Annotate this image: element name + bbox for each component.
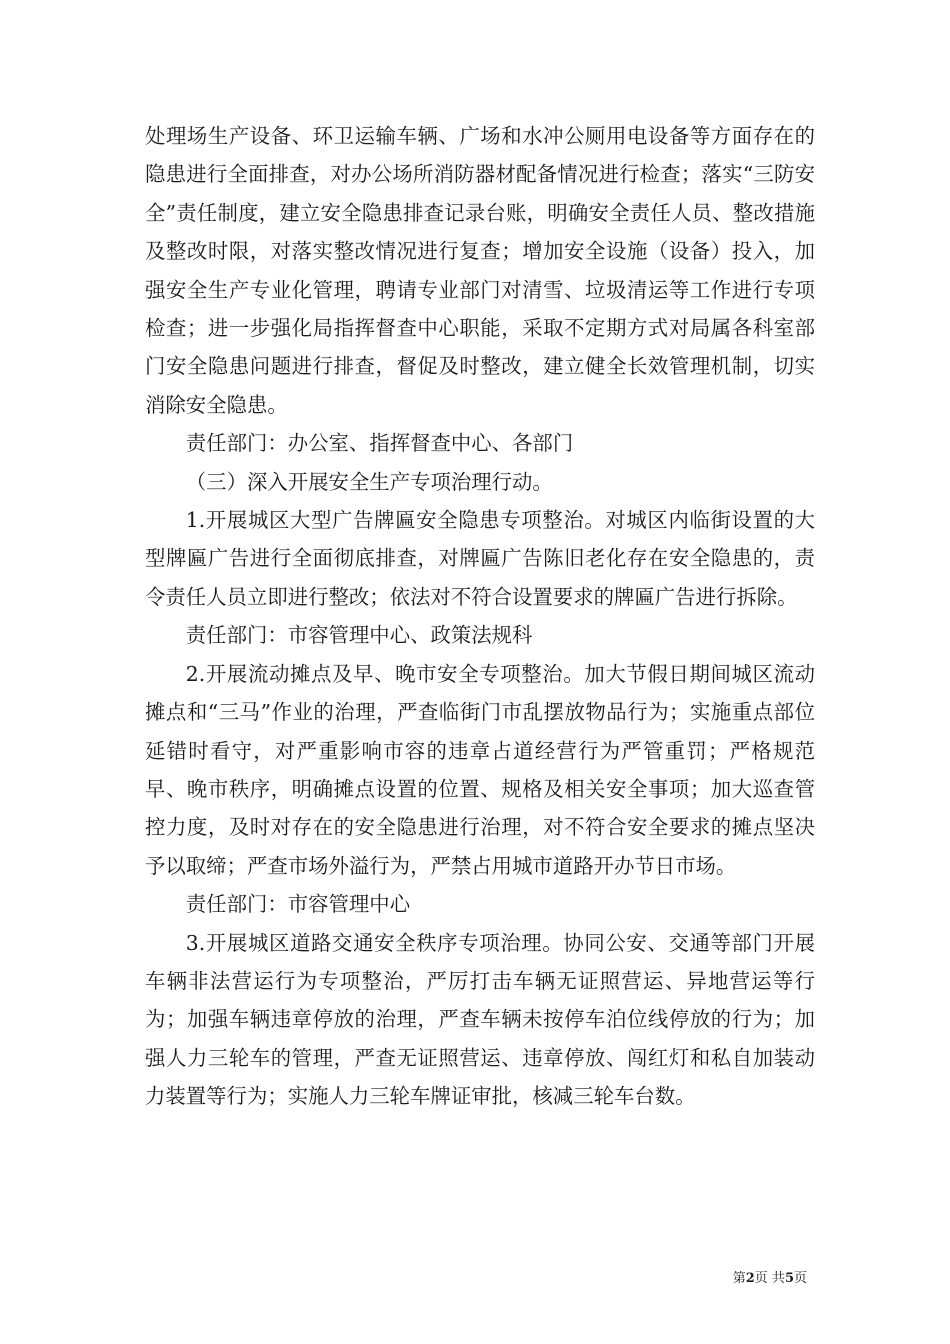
paragraph-item-3: 3.开展城区道路交通安全秩序专项治理。协同公安、交通等部门开展车辆非法营运行为专项整治，严厉打击车辆无证照营运、异地营运等行为；加强车辆违章停放的治理，严查车辆未按停车泊位线停放的行为；加强人力三轮车的管理，严查无证照营运、违章停放、闯红灯和私自加装动力装置等行为；实施人力三轮车牌证审批，核减三轮车台数。 xyxy=(145,930,815,1109)
footer-middle: 页 共 xyxy=(754,1271,785,1286)
paragraph-responsible-dept-1: 责任部门：办公室、指挥督查中心、各部门 xyxy=(185,431,574,456)
section-heading-3: （三）深入开展安全生产专项治理行动。 xyxy=(185,469,553,494)
footer-suffix: 页 xyxy=(793,1271,807,1286)
paragraph-responsible-dept-2: 责任部门：市容管理中心、政策法规科 xyxy=(185,623,533,648)
page-number-footer xyxy=(733,1270,807,1288)
document-body xyxy=(145,117,815,1116)
footer-current-page: 2 xyxy=(745,1271,755,1286)
paragraph-item-1: 1.开展城区大型广告牌匾安全隐患专项整治。对城区内临街设置的大型牌匾广告进行全面彻底排查，对牌匾广告陈旧老化存在安全隐患的，责令责任人员立即进行整改；依法对不符合设置要求的牌匾广告进行拆除。 xyxy=(145,508,815,609)
footer-prefix: 第 xyxy=(732,1271,746,1286)
paragraph-continuation: 处理场生产设备、环卫运输车辆、广场和水冲公厕用电设备等方面存在的隐患进行全面排查，对办公场所消防器材配备情况进行检查；落实“三防安全”责任制度，建立安全隐患排查记录台账，明确安全责任人员、整改措施及整改时限，对落实整改情况进行复查；增加安全设施（设备）投入，加强安全生产专业化管理，聘请专业部门对清雪、垃圾清运等工作进行专项检查；进一步强化局指挥督查中心职能，采取不定期方式对局属各科室部门安全隐患问题进行排查，督促及时整改，建立健全长效管理机制，切实消除安全隐患。 xyxy=(145,124,815,417)
paragraph-item-2: 2.开展流动摊点及早、晚市安全专项整治。加大节假日期间城区流动摊点和“三马”作业的治理，严查临街门市乱摆放物品行为；实施重点部位延错时看守，对严重影响市容的违章占道经营行为严管重罚；严格规范早、晚市秩序，明确摊点设置的位置、规格及相关安全事项；加大巡查管控力度，及时对存在的安全隐患进行治理，对不符合安全要求的摊点坚决予以取缔；严查市场外溢行为，严禁占用城市道路开办节日市场。 xyxy=(145,661,815,878)
footer-total-pages: 5 xyxy=(784,1271,794,1286)
paragraph-responsible-dept-3: 责任部门：市容管理中心 xyxy=(185,892,411,917)
